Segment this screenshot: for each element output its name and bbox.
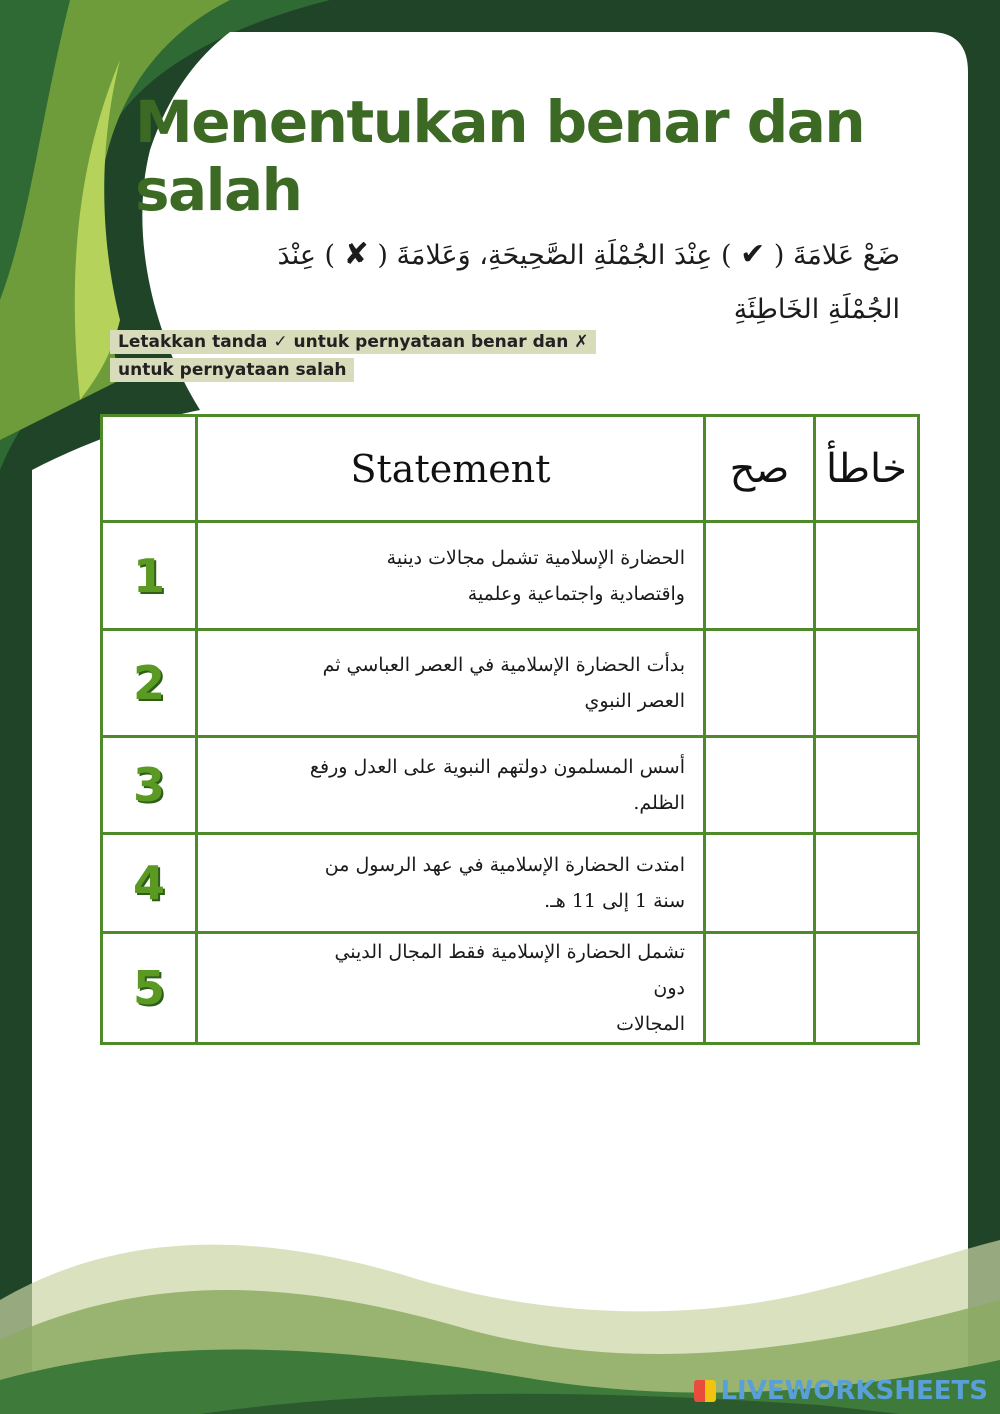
answer-false-cell[interactable] <box>815 834 919 933</box>
instruction-arabic-text-3: ) عِنْدَ الجُمْلَةِ الخَاطِئَةِ <box>277 240 900 325</box>
cross-mark-icon: ✘ <box>343 237 369 272</box>
row-number: 1 <box>102 522 197 630</box>
cross-mark-icon: ✗ <box>574 332 589 352</box>
statement-line: بدأت الحضارة الإسلامية في العصر العباسي ثم <box>322 654 685 676</box>
table-header-row <box>102 416 919 522</box>
instruction-malay-text-3: untuk pernyataan salah <box>118 360 347 380</box>
true-false-table <box>100 414 920 1045</box>
row-number: 3 <box>102 737 197 834</box>
header-true: صح <box>705 416 815 522</box>
header-false: خاطأ <box>815 416 919 522</box>
answer-true-cell[interactable] <box>705 522 815 630</box>
row-number: 4 <box>102 834 197 933</box>
table-row <box>102 630 919 737</box>
page-title: Menentukan benar dan salah <box>135 88 865 224</box>
liveworksheets-logo <box>694 1376 988 1406</box>
statement-cell <box>197 933 705 1044</box>
statement-line: تشمل الحضارة الإسلامية فقط المجال الديني دون <box>334 941 685 999</box>
check-mark-icon: ✔ <box>740 237 766 272</box>
table-row <box>102 933 919 1044</box>
answer-true-cell[interactable] <box>705 630 815 737</box>
statement-line: الحضارة الإسلامية تشمل مجالات دينية <box>386 546 685 569</box>
answer-false-cell[interactable] <box>815 737 919 834</box>
statement-cell <box>197 737 705 834</box>
row-number: 2 <box>102 630 197 737</box>
liveworksheets-logo-icon <box>694 1380 716 1402</box>
answer-false-cell[interactable] <box>815 933 919 1044</box>
brand-text: LIVEWORKSHEETS <box>720 1376 988 1406</box>
instruction-arabic-text-2: ) عِنْدَ الجُمْلَةِ الصَّحِيحَةِ، وَعَلامَةَ ( <box>377 240 732 271</box>
statement-line: أسس المسلمون دولتهم النبوية على العدل ورفع <box>309 756 685 778</box>
statement-line: سنة 1 إلى 11 هـ. <box>544 890 685 912</box>
check-mark-icon: ✓ <box>273 332 288 352</box>
row-number: 5 <box>102 933 197 1044</box>
statement-line: امتدت الحضارة الإسلامية في عهد الرسول من <box>324 854 685 876</box>
statement-line: العصر النبوي <box>584 690 685 712</box>
table-row <box>102 834 919 933</box>
instruction-malay <box>110 328 670 384</box>
statement-line: الظلم. <box>633 792 685 814</box>
statement-line: واقتصادية واجتماعية وعلمية <box>467 582 685 605</box>
instruction-arabic <box>240 228 900 337</box>
instruction-malay-text-2: untuk pernyataan benar dan <box>293 332 569 352</box>
statement-line: المجالات <box>616 1013 685 1035</box>
answer-true-cell[interactable] <box>705 834 815 933</box>
instruction-malay-text-1: Letakkan tanda <box>118 332 268 352</box>
instruction-arabic-text-1: ضَعْ عَلامَةَ ( <box>773 240 900 271</box>
header-statement: Statement <box>197 416 705 522</box>
statement-cell <box>197 630 705 737</box>
answer-true-cell[interactable] <box>705 737 815 834</box>
answer-false-cell[interactable] <box>815 522 919 630</box>
header-number <box>102 416 197 522</box>
table-row <box>102 522 919 630</box>
statement-cell <box>197 522 705 630</box>
answer-true-cell[interactable] <box>705 933 815 1044</box>
table-row <box>102 737 919 834</box>
answer-false-cell[interactable] <box>815 630 919 737</box>
statement-cell <box>197 834 705 933</box>
